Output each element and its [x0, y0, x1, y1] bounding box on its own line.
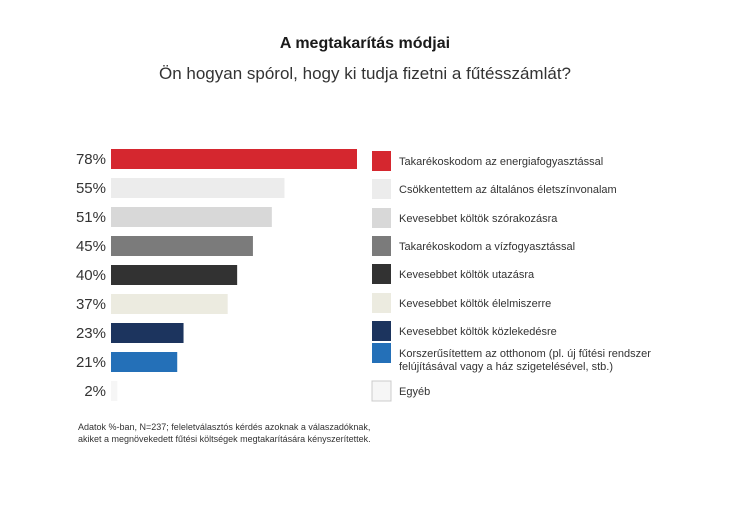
value-label-5: 40% — [75, 267, 106, 284]
footnote: Adatok %-ban, N=237; feleletválasztós kérdés azoknak a válaszadóknak, akiket a megnövekedett fűtési költségek megtakarítására kényszerítettek. — [78, 422, 371, 444]
legend-swatch-1 — [372, 151, 391, 171]
value-label-6: 37% — [75, 296, 106, 313]
legend-swatch-9 — [372, 381, 391, 401]
bar-7 — [111, 323, 184, 343]
legend-label-9: Egyéb — [399, 386, 431, 398]
value-label-4: 45% — [75, 238, 106, 255]
bar-5 — [111, 265, 237, 285]
legend-label-1: Takarékoskodom az energiafogyasztással — [399, 156, 604, 168]
legend-label-5: Kevesebbet költök utazásra — [399, 269, 535, 281]
value-label-7: 23% — [75, 325, 106, 342]
legend-swatch-2 — [372, 179, 391, 199]
bar-6 — [111, 294, 228, 314]
value-label-9: 2% — [84, 383, 106, 400]
bar-3 — [111, 207, 272, 227]
legend-label-8: Korszerűsítettem az otthonom (pl. új fűtési rendszer felújításával vagy a ház szigetelésével, stb.) — [399, 348, 651, 373]
value-label-8: 21% — [75, 354, 106, 371]
chart-subtitle: Ön hogyan spórol, hogy ki tudja fizetni a fűtésszámlát? — [158, 64, 571, 83]
legend-swatch-3 — [372, 208, 391, 228]
bar-9 — [111, 381, 117, 401]
legend-label-4: Takarékoskodom a vízfogyasztással — [399, 241, 576, 253]
legend-swatch-7 — [372, 321, 391, 341]
legend-swatch-4 — [372, 236, 391, 256]
bar-4 — [111, 236, 253, 256]
bar-8 — [111, 352, 177, 372]
chart-title: A megtakarítás módjai — [279, 35, 451, 52]
bar-1 — [111, 149, 357, 169]
legend-label-6: Kevesebbet költök élelmiszerre — [399, 298, 552, 310]
legend-label-2: Csökkentettem az általános életszínvonalam — [399, 184, 617, 196]
value-label-1: 78% — [75, 151, 106, 168]
legend-swatch-6 — [372, 293, 391, 313]
value-label-2: 55% — [75, 180, 106, 197]
value-label-3: 51% — [75, 209, 106, 226]
bar-2 — [111, 178, 284, 198]
legend-swatch-5 — [372, 264, 391, 284]
legend-label-7: Kevesebbet költök közlekedésre — [399, 326, 557, 338]
legend-swatch-8 — [372, 343, 391, 363]
legend-label-3: Kevesebbet költök szórakozásra — [399, 213, 558, 225]
